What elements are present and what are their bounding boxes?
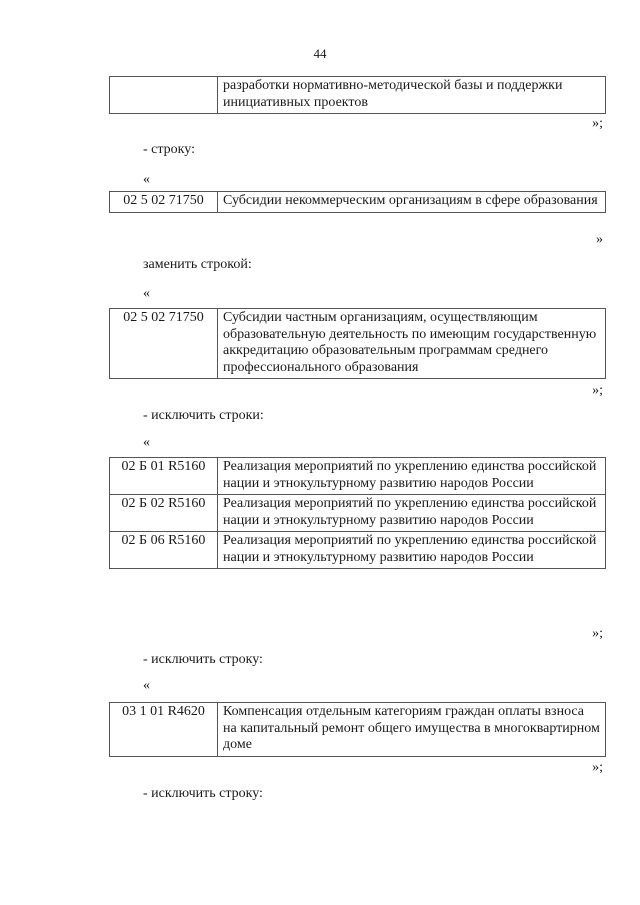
row-description: Реализация мероприятий по укреплению единства российской нации и этнокультурному развитию народов России: [218, 495, 606, 532]
row-code: 02 5 02 71750: [110, 309, 218, 379]
row-description: Реализация мероприятий по укреплению единства российской нации и этнокультурному развитию народов России: [218, 532, 606, 569]
table-excluded-row: [109, 702, 606, 757]
row-code: 02 Б 06 R5160: [110, 532, 218, 569]
opening-quote: «: [143, 678, 150, 693]
row-description: Реализация мероприятий по укреплению единства российской нации и этнокультурному развитию народов России: [218, 458, 606, 495]
table-excluded-rows: [109, 457, 606, 569]
table-new-row: [109, 308, 606, 379]
closing-quote: »;: [592, 626, 603, 641]
table-row: [110, 532, 606, 569]
row-code: 02 Б 02 R5160: [110, 495, 218, 532]
opening-quote: «: [143, 172, 150, 187]
table-continuation: [109, 76, 606, 114]
closing-quote: »;: [592, 383, 603, 398]
opening-quote: «: [143, 435, 150, 450]
row-description: разработки нормативно-методической базы и поддержки инициативных проектов: [218, 77, 606, 114]
row-code: [110, 77, 218, 114]
table-row: [110, 495, 606, 532]
table-row: [110, 309, 606, 379]
instruction-text: - исключить строку:: [143, 652, 263, 667]
instruction-text: - строку:: [143, 142, 195, 157]
row-code: 02 5 02 71750: [110, 192, 218, 213]
closing-quote: »;: [592, 116, 603, 131]
row-description: Субсидии некоммерческим организациям в сфере образования: [218, 192, 606, 213]
table-row: [110, 703, 606, 757]
row-description: Субсидии частным организациям, осуществляющим образовательную деятельность по имеющим государственную аккредитацию образовательным программам среднего профессионального образования: [218, 309, 606, 379]
page-number: 44: [313, 46, 327, 61]
table-old-row: [109, 191, 606, 213]
table-row: [110, 77, 606, 114]
instruction-text: - исключить строки:: [143, 408, 264, 423]
instruction-text: заменить строкой:: [143, 257, 252, 272]
table-row: [110, 192, 606, 213]
row-code: 03 1 01 R4620: [110, 703, 218, 757]
table-row: [110, 458, 606, 495]
row-description: Компенсация отдельным категориям граждан оплаты взноса на капитальный ремонт общего имущества в многоквартирном доме: [218, 703, 606, 757]
instruction-text: - исключить строку:: [143, 786, 263, 801]
closing-quote: »;: [592, 760, 603, 775]
row-code: 02 Б 01 R5160: [110, 458, 218, 495]
closing-quote: »: [596, 232, 603, 247]
opening-quote: «: [143, 286, 150, 301]
